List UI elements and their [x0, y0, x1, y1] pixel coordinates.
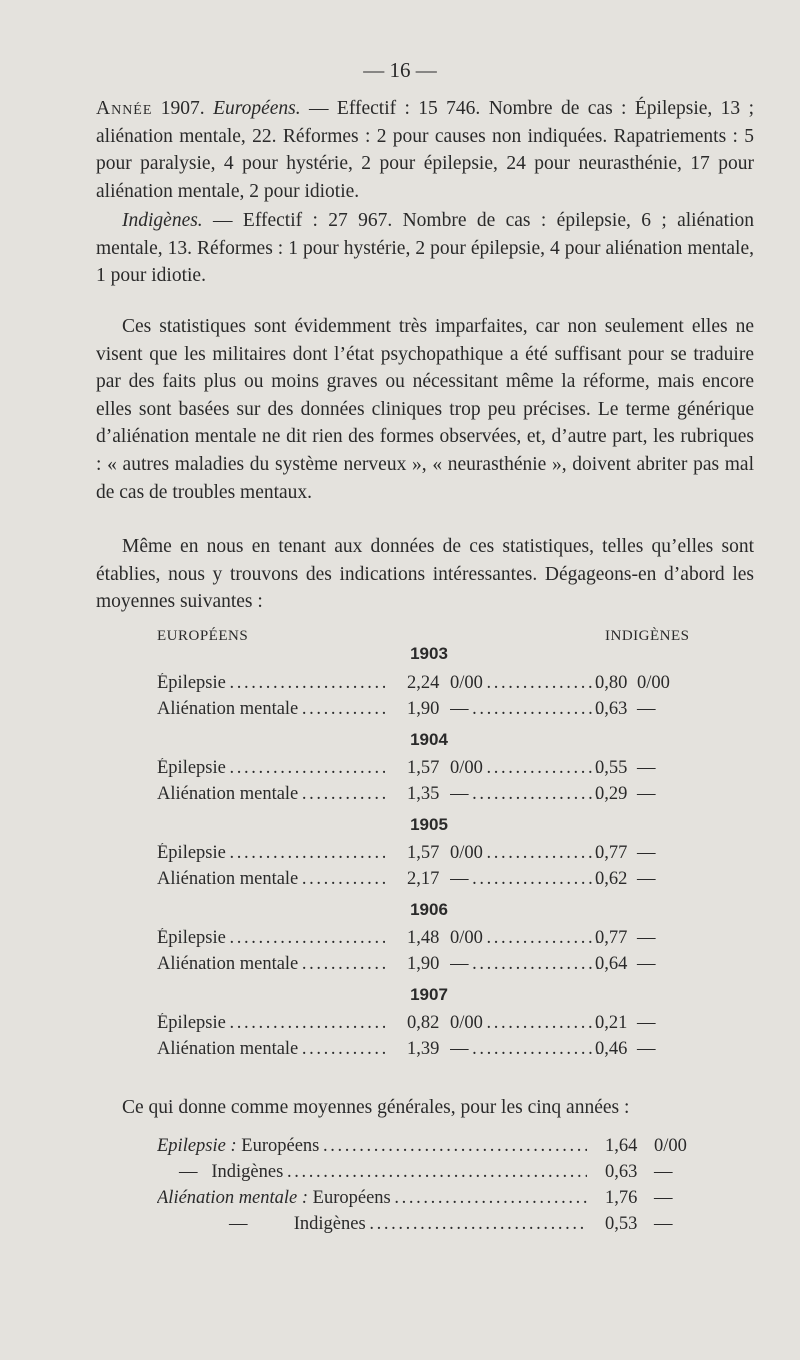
table-row [157, 699, 717, 723]
row-label: Épilepsie . . . [157, 673, 385, 694]
europeens-unit: — . . . [450, 784, 600, 805]
europeens-unit: 0/00 . . . [450, 758, 600, 779]
header-europeens: EUROPÉENS [157, 628, 249, 644]
summary-unit: — [654, 1214, 673, 1234]
indigenes-unit: — [637, 699, 656, 719]
summary-group: Européens [241, 1136, 320, 1156]
paragraph-text: — Effectif : 15 746. Nombre de cas : Épilepsie, 13 ; aliénation mentale, 22. Réformes : 2 pour causes non indiquées. Rapatriements : 5 pour paralysie, 4 pour hystérie, 2 pour épilepsie, 24 pour neurasthénie, 17 pour aliénation mentale, 2 pour idiotie. [96, 98, 754, 202]
table-row [157, 673, 717, 697]
summary-value: 0,63 [605, 1162, 638, 1182]
paragraph-moyennes: Même en nous en tenant aux données de ces statistiques, telles qu’elles sont établies, nous y trouvons des indications intéressantes. Dégageons-en d’abord les moyennes suivantes : [96, 536, 754, 613]
table-row [157, 954, 717, 978]
summary-category: — [229, 1214, 248, 1234]
group-indigenes: Indigènes. [122, 210, 203, 231]
indigenes-value: 0,62 [595, 869, 628, 889]
paragraph-europeens-1907 [96, 95, 754, 205]
paragraph-moyennes-generales: Ce qui donne comme moyennes générales, pour les cinq années : [122, 1097, 630, 1118]
summary-label [157, 1188, 587, 1209]
summary-unit: 0/00 [654, 1136, 687, 1156]
europeens-unit: — . . . [450, 699, 600, 720]
summary-category: Epilepsie : [157, 1136, 237, 1156]
europeens-value: 1,57 [407, 843, 440, 863]
europeens-unit: 0/00 . . . [450, 673, 600, 694]
indigenes-value: 0,80 [595, 673, 628, 693]
indigenes-unit: — [637, 758, 656, 778]
indigenes-value: 0,46 [595, 1039, 628, 1059]
indigenes-value: 0,21 [595, 1013, 628, 1033]
header-indigenes: INDIGÈNES [605, 628, 690, 644]
paragraph-text: — Effectif : 27 967. Nombre de cas : épilepsie, 6 ; aliénation mentale, 13. Réformes : 1 pour hystérie, 2 pour épilepsie, 4 pour aliénation mentale, 1 pour idiotie. [96, 210, 754, 287]
row-label: Épilepsie . . . [157, 843, 385, 864]
indigenes-value: 0,29 [595, 784, 628, 804]
year-text: 1907. [152, 98, 214, 119]
europeens-unit: 0/00 . . . [450, 928, 600, 949]
summary-label [157, 1162, 587, 1183]
summary-label [157, 1214, 587, 1235]
summary-group: Indigènes [211, 1162, 284, 1182]
summary-value: 1,76 [605, 1188, 638, 1208]
europeens-value: 1,90 [407, 954, 440, 974]
europeens-value: 1,35 [407, 784, 440, 804]
indigenes-unit: — [637, 928, 656, 948]
europeens-unit: — . . . [450, 869, 600, 890]
group-europeens: Européens. [213, 98, 301, 119]
paragraph-statistiques: Ces statistiques sont évidemment très imparfaites, car non seulement elles ne visent que les militaires dont l’état psychopathique a été suffisant pour se traduire par des faits plus ou moins graves ou nécessitant même la réforme, mais encore elles sont basées sur des données cliniques trop peu précises. Le terme générique d’aliénation mentale ne dit rien des formes observées, et, d’autre part, les rubriques : « autres maladies du système nerveux », « neurasthénie », doivent abriter pas mal de cas de troubles mentaux. [96, 316, 754, 503]
europeens-value: 1,90 [407, 699, 440, 719]
summary-row [157, 1136, 717, 1160]
table-row [157, 784, 717, 808]
annee-label: Année [96, 98, 153, 119]
summary-label [157, 1136, 587, 1157]
europeens-value: 0,82 [407, 1013, 440, 1033]
europeens-value: 2,17 [407, 869, 440, 889]
table-row [157, 928, 717, 952]
europeens-unit: — . . . [450, 954, 600, 975]
page-number: — 16 — [363, 58, 437, 82]
year-heading: 1903 [410, 644, 448, 663]
europeens-unit: — . . . [450, 1039, 600, 1060]
year-heading: 1904 [410, 730, 448, 749]
year-heading: 1906 [410, 900, 448, 919]
indigenes-unit: — [637, 869, 656, 889]
summary-category: Aliénation mentale : [157, 1188, 309, 1208]
indigenes-value: 0,77 [595, 843, 628, 863]
indigenes-unit: — [637, 1039, 656, 1059]
row-label: Épilepsie . . . [157, 928, 385, 949]
summary-value: 0,53 [605, 1214, 638, 1234]
indigenes-unit: 0/00 [637, 673, 670, 693]
europeens-value: 2,24 [407, 673, 440, 693]
europeens-value: 1,48 [407, 928, 440, 948]
summary-value: 1,64 [605, 1136, 638, 1156]
row-label: Aliénation mentale . . . [157, 699, 385, 720]
summary-group: Européens [312, 1188, 391, 1208]
indigenes-value: 0,63 [595, 699, 628, 719]
table-row [157, 843, 717, 867]
row-label: Épilepsie . . . [157, 1013, 385, 1034]
summary-category: — [179, 1162, 198, 1182]
europeens-unit: 0/00 . . . [450, 1013, 600, 1034]
indigenes-unit: — [637, 1013, 656, 1033]
table-row [157, 869, 717, 893]
year-heading: 1905 [410, 815, 448, 834]
row-label: Aliénation mentale . . . [157, 954, 385, 975]
row-label: Épilepsie . . . [157, 758, 385, 779]
row-label: Aliénation mentale . . . [157, 784, 385, 805]
europeens-value: 1,57 [407, 758, 440, 778]
summary-row [157, 1162, 717, 1186]
summary-row [157, 1188, 717, 1212]
europeens-unit: 0/00 . . . [450, 843, 600, 864]
table-row [157, 1039, 717, 1063]
row-label: Aliénation mentale . . . [157, 1039, 385, 1060]
summary-group: Indigènes [293, 1214, 366, 1234]
indigenes-value: 0,64 [595, 954, 628, 974]
row-label: Aliénation mentale . . . [157, 869, 385, 890]
year-heading: 1907 [410, 985, 448, 1004]
indigenes-unit: — [637, 954, 656, 974]
table-row [157, 758, 717, 782]
indigenes-value: 0,55 [595, 758, 628, 778]
indigenes-unit: — [637, 784, 656, 804]
indigenes-unit: — [637, 843, 656, 863]
indigenes-value: 0,77 [595, 928, 628, 948]
paragraph-indigenes-1907 [96, 207, 754, 290]
summary-unit: — [654, 1162, 673, 1182]
table-row [157, 1013, 717, 1037]
europeens-value: 1,39 [407, 1039, 440, 1059]
summary-unit: — [654, 1188, 673, 1208]
summary-row [157, 1214, 717, 1238]
